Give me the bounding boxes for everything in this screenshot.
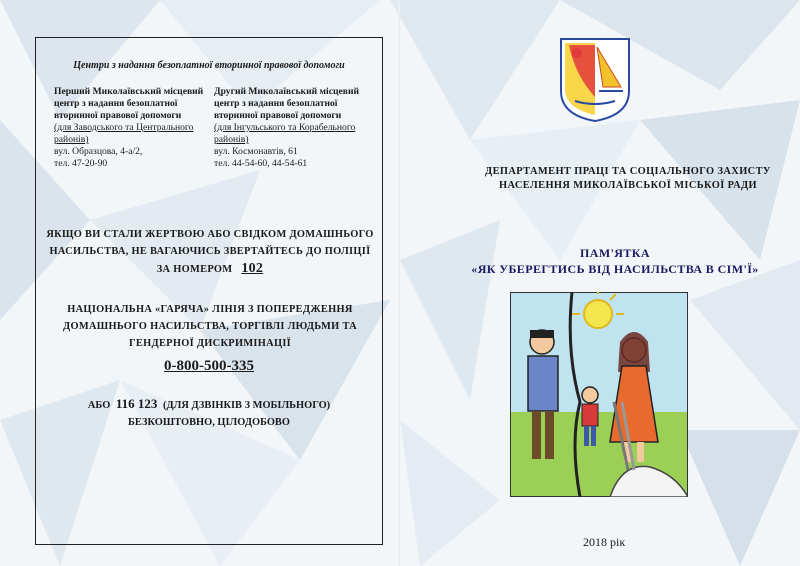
department-name: ДЕПАРТАМЕНТ ПРАЦІ ТА СОЦІАЛЬНОГО ЗАХИСТУ НАСЕЛЕННЯ МИКОЛАЇВСЬКОЇ МІСЬКОЇ РАДИ — [485, 166, 771, 191]
hotline-text: НАЦІОНАЛЬНА «ГАРЯЧА» ЛІНІЯ З ПОПЕРЕДЖЕННЯ ДОМАШНЬОГО НАСИЛЬСТВА, ТОРГІВЛІ ЛЮДЬМИ ТА ГЕНДЕРНОЇ ДИСКРИМІНАЦІЇ — [63, 304, 357, 349]
office-first — [54, 86, 212, 170]
centers-title: Центри з надання безоплатної вторинної правової допомоги — [73, 60, 345, 71]
publication-year: 2018 рік — [583, 535, 626, 549]
police-notice — [44, 226, 376, 278]
memo-subtitle: «ЯК УБЕРЕГТИСЬ ВІД НАСИЛЬСТВА В СІМ'Ї» — [471, 262, 759, 276]
office-phone: тел. 47-20-90 — [54, 158, 108, 169]
contacts-panel — [35, 37, 383, 545]
office-address: вул. Образцова, 4-а/2, — [54, 146, 143, 157]
mobile-number: 116 123 — [115, 396, 158, 411]
mobile-note: (ДЛЯ ДЗВІНКІВ З МОБІЛЬНОГО) — [163, 400, 331, 411]
office-name: Перший Миколаївський місцевий центр з надання безоплатної вторинної правової допомоги — [54, 86, 204, 121]
police-number: 102 — [241, 261, 264, 276]
memo-title: ПАМ'ЯТКА — [580, 246, 650, 260]
office-district: (для Інгульського та Корабельного районів) — [214, 122, 356, 145]
office-district: (для Заводського та Центрального районів) — [54, 122, 194, 145]
office-name: Другий Миколаївський місцевий центр з надання безоплатної вторинної правової допомоги — [214, 86, 360, 121]
office-phone: тел. 44-54-60, 44-54-61 — [214, 158, 308, 169]
office-second — [214, 86, 374, 170]
mobile-prefix: АБО — [87, 400, 111, 411]
office-address: вул. Космонавтів, 61 — [214, 146, 298, 157]
memo-heading — [440, 245, 790, 277]
hotline-phone: 0-800-500-335 — [164, 358, 254, 374]
city-department-emblem-icon — [555, 35, 635, 123]
family-drawing-illustration — [510, 292, 688, 497]
mobile-notice — [36, 395, 382, 431]
police-text: ЯКЩО ВИ СТАЛИ ЖЕРТВОЮ АБО СВІДКОМ ДОМАШНЬОГО НАСИЛЬСТВА, НЕ ВАГАЮЧИСЬ ЗВЕРТАЙТЕСЬ ДО ПОЛІЦІЇ ЗА НОМЕРОМ — [46, 229, 374, 275]
free-note: БЕЗКОШТОВНО, ЦІЛОДОБОВО — [128, 417, 290, 428]
